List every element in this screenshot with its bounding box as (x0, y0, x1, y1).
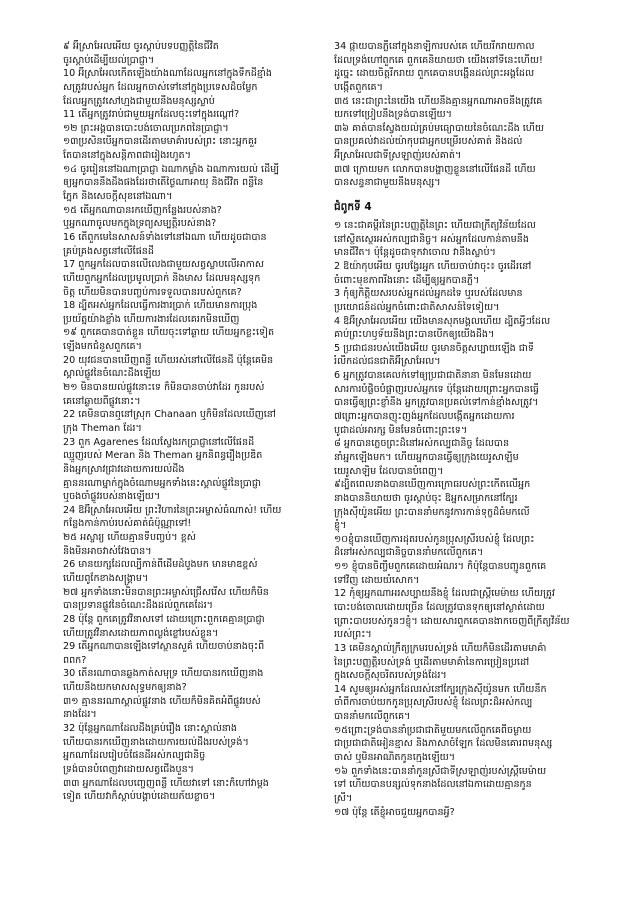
verse-line: 28 ប៉ុន្តែ ពួកគេត្រូវវិនាសទៅ ដោយព្រោះពួកគេគ្មានប្រាជ្ញា (63, 613, 265, 625)
verse-line: គ្មាននរណាម្នាក់ក្នុងចំណោមអ្នកទាំងនេះស្គាល់ផ្លូវនៃប្រាជ្ញា (63, 477, 261, 489)
verse-line: ១០ខ្ញុំបានឃើញការដុតរបស់កូនប្រុសស្រីរបស់ខ្ញុំ ដែលព្រះ (334, 533, 535, 545)
verse-line: 26 មានយក្សដែលល្បីកាន់ពីដើមដំបូងមក មានមាឌខ្ពស់ (63, 559, 258, 571)
verse-line: 16 តើពួកមេនៃសាសន៍ទាំងទៅនៅឯណា ហើយដូចជាបាន (63, 231, 267, 243)
verse-line: ប្រយោជន៍ដល់អ្នកចំពោះជាតិសាសន៍ទៃទៀយ។ (334, 301, 500, 313)
verse-line: ឲ្យអ្នកបាននឹងដឹងផងដែរថាតើថ្ងៃណាអាយុ និងជីវិត ពន្លឺនៃ (63, 177, 264, 189)
verse-line: ក្នុងសេចក្តីសុចរិតរបស់ទ្រង់ដែរ។ (334, 670, 447, 682)
right-column-passage-chapter-3 (334, 40, 604, 190)
verse-line: ក្រុងស៊ីយ៉ូនអើយ ព្រះបាននាំមកនូវការកាន់ទុក្ខដ៏ធំមកលើ (334, 506, 530, 518)
verse-line: ២១ មិនបានយល់ផ្លូវនោះទេ ក៏មិនបានចាប់វាដែរ កូនរបស់ (63, 382, 265, 394)
verse-line: ពពក? (63, 654, 87, 666)
verse-line: ទៅ ហើយបានបន្សល់ទុកនាងដែលនៅឯកាដោយគ្មានកូន (334, 779, 532, 791)
verse-line: ៣១ គ្មាននរណាស្គាល់ផ្លូវនាង ហើយក៏មិនគិតអំពីផ្លូវរបស់ (63, 695, 261, 707)
verse-line: បានធ្វើឲ្យព្រះខ្ញាំនឹង អ្នកត្រូវបានប្រគល់ទៅកាន់ខ្មាំងសត្រូវ។ (334, 397, 539, 409)
verse-line: នាំអ្នកឡើងមក។ ហើយអ្នកបានធ្វើឲ្យក្រុងយេរូសាឡិម (334, 451, 519, 463)
verse-line: ឬអ្នកណាចូលមកក្នុងទ្រព្យសម្បត្តិរបស់នាង? (63, 218, 217, 230)
verse-line: បានសន្ទនាជាមួយនឹងមនុស្ស។ (334, 177, 441, 189)
verse-line: បានប្រទានផ្លូវនៃចំណេះដឹងដល់ពួកគេដែរ។ (63, 600, 213, 612)
verse-line: 23 ពួក Agarenes ដែលស្វែងរកប្រាជ្ញានៅលើផែនដី (63, 436, 255, 448)
verse-line: បានប្រគល់វាដល់យ៉ាកុបជាអ្នកបម្រើរបស់គាត់ និងដល់ (334, 136, 523, 148)
verse-line: ហើយនឹងយកមាសសុទ្ធមកឲ្យនាង? (63, 682, 187, 694)
verse-line: ១ នេះជាគម្ពីរនៃព្រះបញ្ញត្តិនៃព្រះ ហើយជាក្រឹត្យវិន័យដែល (334, 220, 536, 232)
verse-line: 13 គេមិនស្គាល់ក្រឹត្យក្រមរបស់ទ្រង់ ហើយក៏មិនដើរតាមមាគ៌ា (334, 642, 547, 654)
right-column (334, 40, 604, 819)
verse-line: ប្រយ័ត្នយ៉ាងខ្លាំង ហើយការងារដែលគេរកមិនឃើញ (63, 313, 240, 325)
verse-line: គាប់ព្រះហឫទ័យនឹងព្រះបានបើកឲ្យយើងដឹង។ (334, 329, 495, 341)
verse-line: បាននាំមកលើពួកគេ។ (334, 711, 411, 723)
verse-line: ហើយត្រូវវិនាសដោយភាពល្ងង់ខ្លៅរបស់ខ្លួន។ (63, 627, 219, 639)
verse-line: ឈ្មួញរបស់ Meran និង Theman អ្នកនិពន្ធរឿងប្រឌិត (63, 450, 263, 462)
verse-line: ហើយបានរកឃើញនាងដោយការយល់ដឹងរបស់ទ្រង់។ (63, 736, 249, 748)
verse-line: 12 កុំឲ្យអ្នកណាអរសប្បាយនឹងខ្ញុំ ដែលជាស្ត្រីមេម៉ាយ ហើយត្រូវ (334, 588, 555, 600)
verse-line: អ៊ីស្រាអែលជាទីស្រឡាញ់របស់គាត់។ (334, 150, 462, 162)
verse-line: ជាប្រជាជាតិអៀនខ្មាស និងភាសាចំឡែក ដែលមិនគោរពមនុស្ស (334, 738, 553, 750)
verse-line: គេនៅឆ្ងាយពីផ្លូវនោះ។ (63, 395, 141, 407)
verse-line: ៣៦ គាត់បានស្វែងយល់គ្រប់មធ្យោបាយនៃចំណេះដឹង ហើយ (334, 122, 545, 134)
verse-line: ១៩ ពួកគេបានបាត់ខ្លួន ហើយចុះទៅឆ្ងាយ ហើយអ្នកខ្លះទៀត (63, 327, 275, 339)
verse-line: បោះបង់ចោលដោយច្រើន ដែលត្រូវបានទុកឲ្យនៅស្ងាត់ដោយ (334, 601, 545, 613)
verse-line: ទៀត ហើយវាក៏ស្តាប់បង្គាប់ដោយភ័យខ្លាច។ (63, 791, 216, 803)
verse-line: ១២ ព្រះអង្គបានបោះបង់ចោលប្រភពនៃប្រាជ្ញា។ (63, 122, 229, 134)
verse-line: 18 ដ្បិតអស់អ្នកដែលធ្វើការងារប្រាក់ ហើយមានការប្រុង (63, 300, 258, 312)
verse-line: ១៦ ពួកទាំងនេះបាននាំកូនស្រីជាទីស្រឡាញ់របស់ស្ត្រីមេម៉ាយ (334, 765, 547, 777)
verse-line: ភ្នែក និងសេចក្តីសុខនៅឯណា។ (63, 191, 173, 203)
verse-line: សត្រូវរបស់អ្នក ដែលអ្នកចាស់ទៅនៅក្នុងប្រទេសដ៏ចម្លែក (63, 81, 258, 93)
verse-line: នៅស្ថិតស្ថេរអស់កល្បជានិច្ច។ អស់អ្នកដែលកាន់តាមនឹង (334, 233, 529, 245)
verse-line: សារការបំផ្លិចបំផ្លាញរបស់អ្នកទេ ប៉ុន្តែដោយព្រោះអ្នកបានធ្វើ (334, 383, 539, 395)
verse-line: ៩ដ្បិតពេលនាងបានឃើញការក្រោធរបស់ព្រះកើតលើអ្នក (334, 479, 531, 491)
verse-line: ហើយពូកែខាងសង្គ្រាម។ (63, 572, 149, 584)
verse-line: 14 សូមឲ្យអស់អ្នកដែលរស់នៅក្បែរក្រុងស៊ីយ៉ូនមក ហើយនឹក (334, 683, 547, 695)
verse-line: 11 តើអ្នកត្រូវរាប់ជាមួយអ្នកដែលចុះទៅក្នុងរណ្តៅ? (63, 109, 240, 121)
verse-line: បង្កើតពួកគេ។ (334, 81, 383, 93)
verse-line: 29 តើអ្នកណាបានឡើងទៅស្ថានសួគ៌ ហើយចាប់នាងចុះពី (63, 641, 265, 653)
verse-line: នៃព្រះបញ្ញត្តិរបស់ទ្រង់ ឬដើរតាមមាគ៌ានៃការប្រៀនប្រដៅ (334, 656, 530, 668)
verse-line: ១៤ ចូររៀននៅឯណាប្រាជ្ញា ឯណាកម្លាំង ឯណាការយល់ ដើម្បី (63, 163, 280, 175)
verse-line: គ្រប់គ្រងសត្វនៅលើផែនដី (63, 245, 154, 257)
verse-line: ២៧ អ្នកទាំងនោះមិនបានព្រះអម្ចាស់ជ្រើសរើស ហើយក៏មិន (63, 586, 269, 598)
verse-line: 2 ឱយ៉ាកុបអើយ ចូរបង្វែរអ្នក ហើយចាប់វាចុះ៖ ចូរដើរនៅ (334, 260, 532, 272)
verse-line: ស្រី។ (334, 792, 353, 804)
verse-line: រំលឹកដល់ជនជាតិអ៊ីស្រាអែល។ (334, 356, 441, 368)
chapter-heading: ជំពូកទី 4 (334, 201, 372, 214)
verse-line: ក្រុង Theman ដែរ។ (63, 422, 142, 434)
verse-line: យេរូសាឡិម ដែលបានបំពេញ។ (334, 465, 444, 477)
verse-line: ៩ អ៊ីស្រាអែលអើយ ចូរស្តាប់បទបញ្ញត្តិនៃជីវិត (63, 41, 219, 52)
verse-line: ចូរស្តាប់ដើម្បីយល់ប្រាជ្ញា។ (63, 54, 155, 66)
verse-line: ស្គាល់ផ្លូវនៃចំណេះដឹងឡើយ (63, 368, 161, 380)
verse-line: 30 តើនរណាបានឆ្លងកាត់សមុទ្រ ហើយបានរកឃើញនាង (63, 668, 264, 680)
verse-line: មានជីវិត។ ប៉ុន្តែដូចជាទុកវាចោល វានឹងស្លាប់។ (334, 247, 496, 259)
verse-line: ៣៧ ក្រោយមក លោកបានបង្ហាញខ្លួននៅលើផែនដី ហើយ (334, 163, 536, 175)
verse-line: និងមិនអាចវាស់វែងបាន។ (63, 545, 152, 557)
left-column (63, 40, 333, 804)
verse-line: ១៧ ប៉ុន្តែ តើខ្ញុំអាចជួយអ្នកបានអ្វី? (334, 806, 455, 818)
verse-line: ចំពោះមុខភាពរឹងនោះ ដើម្បីឲ្យអ្នកបានភ្លឺ។ (334, 274, 480, 286)
right-column-passage-chapter-4 (334, 219, 604, 819)
verse-line: ហើយពួកអ្នកដែលប្រមូលប្រាក់ និងមាស ដែលមនុស្សទុក (63, 272, 261, 284)
verse-line: ចាំពីការចាប់យកកូនប្រុសស្រីរបស់ខ្ញុំ ដែលព្រះដ៏អស់កល្ប (334, 697, 533, 709)
verse-line: ១៣ប្រសិនបើអ្នកបានដើរតាមមាគ៌ារបស់ព្រះ នោះអ្នកគួរ (63, 136, 258, 148)
verse-line: ដ៏នៅអស់កល្បជានិច្ចបាននាំមកលើពួកគេ។ (334, 547, 484, 559)
verse-line: ចាស់ ឬមិនអាណិតកូនក្មេងឡើយ។ (334, 752, 456, 764)
verse-line: ៨ អ្នកបានភ្លេចព្រះដ៏នៅអស់កល្បជានិច្ច ដែលបាន (334, 438, 510, 450)
verse-line: 5 ប្រជាជនរបស់យើងអើយ ចូរមានចិត្តសប្បាយឡើង ជាទី (334, 342, 535, 354)
verse-line: ព្រោះបាបរបស់កូនៗខ្ញុំ។ ដោយសារពួកគេបានងាកចេញពីក្រឹត្យវិន័យ (334, 615, 570, 627)
verse-line: ៧ព្រោះអ្នកបានញុះញង់អ្នកដែលបង្កើតអ្នកដោយការ (334, 411, 515, 423)
verse-line: បូជាដល់អារក្ស មិនមែនចំពោះព្រះទេ។ (334, 424, 468, 436)
verse-line: ១៥ តើអ្នកណាបានរកឃើញកន្លែងរបស់នាង? (63, 204, 222, 216)
verse-line: 3 កុំឲ្យកិត្តិយសរបស់អ្នកដល់អ្នកដទៃ ឬរបស់ដែលមាន (334, 288, 523, 300)
verse-line: នាងបាននិយាយថា ចូរស្តាប់ចុះ ឱអ្នកសម្រាកនៅក្បែរ (334, 492, 518, 504)
verse-line: យកទៅប្រៀបនឹងទ្រង់បានឡើយ។ (334, 109, 452, 121)
verse-line: ១៥ព្រោះទ្រង់បាននាំប្រជាជាតិមួយមកលើពួកគេពីចម្ងាយ (334, 724, 532, 736)
verse-line: កន្លែងកាន់កាប់របស់គាត់ធំប៉ុណ្ណាទៅ! (63, 518, 192, 530)
verse-line: 6 អ្នកត្រូវបានគេលក់ទៅឲ្យប្រជាជាតិនានា មិនមែនដោយ (334, 370, 532, 382)
verse-line: នាងដែរ។ (63, 709, 97, 721)
verse-line: 20 យុវជនបានឃើញពន្លឺ ហើយរស់នៅលើផែនដី ប៉ុន្តែគេមិន (63, 354, 274, 366)
verse-line: និងអ្នកស្រាវជ្រាវដោយការយល់ដឹង (63, 463, 185, 475)
verse-line: តែបាននៅក្នុងសន្តិភាពជារៀងរហូត។ (63, 150, 191, 162)
verse-line: 32 ប៉ុន្តែអ្នកណាដែលដឹងគ្រប់រឿង នោះស្គាល់នាង (63, 723, 237, 735)
verse-line: ដែលទ្រង់ហៅពួកគេ ពួកគេនិយាយថា យើងនៅទីនេះហើយ! (334, 54, 543, 66)
verse-line: 4 ឱអ៊ីស្រាអែលអើយ យើងមានសុភមង្គលហើយ ដ្បិតអ្វីៗដែល (334, 315, 551, 327)
verse-line: 22 គេមិនបានឮនៅស្រុក Chanaan ឬក៏មិនដែលឃើញនៅ (63, 409, 276, 421)
verse-line: ឡើងមកជំនួសពួកគេ។ (63, 341, 142, 353)
verse-line: ទៅវិញ ដោយយំសោក។ (334, 574, 420, 586)
verse-line: ២៥ អស្ចារ្យ ហើយគ្មានទីបញ្ចប់។ ខ្ពស់ (63, 532, 196, 544)
verse-line: 24 ឱអ៊ីស្រាអែលអើយ ព្រះវិហារនៃព្រះអម្ចាស់ធំណាស់! ហើយ (63, 504, 282, 516)
verse-line: ៣៥ នេះជាព្រះនៃយើង ហើយនឹងគ្មានអ្នកណាអាចនឹងត្រូវគេ (334, 95, 543, 107)
verse-line: ទ្រង់បានបំពេញវាដោយសត្វជើងបួន។ (63, 763, 194, 775)
verse-line: 17 ពួកអ្នកដែលបានលើលេងជាមួយសត្វស្លាបលើអាកាស (63, 259, 264, 271)
verse-line: ដូច្នេះ ដោយចិត្តរីករាយ ពួកគេបានបង្ហើនដល់ព្រះអង្គដែល (334, 68, 535, 80)
verse-line: ១១ ខ្ញុំបានចិញ្ចឹមពួកគេដោយអំណរ។ ក៏ប៉ុន្តែបានបញ្ជូនពួកគេ (334, 561, 547, 573)
verse-line: 34 ផ្កាយបានភ្លឺនៅក្នុងនាឡិការបស់គេ ហើយរីករាយកាល (334, 41, 535, 52)
verse-line: ឬចងចាំផ្លូវរបស់នាងឡើយ។ (63, 491, 161, 503)
verse-line: របស់ព្រះ។ (334, 629, 372, 641)
verse-line: អ្នកណាដែលរៀបចំផែនដីអស់កល្បជានិច្ច (63, 750, 206, 762)
verse-line: 10 អ៊ីស្រាអែលកើតឡើងយ៉ាងណាដែលអ្នកនៅក្នុងទឹកដីខ្មាំង (63, 68, 273, 80)
verse-line: ចិត្ត ហើយមិនបានបញ្ចប់ការទទួលបានរបស់ពួកគេ? (63, 286, 242, 298)
verse-line: ដែលអ្នកត្រូវសៅហ្មងជាមួយនឹងមនុស្សស្លាប់ (63, 95, 215, 107)
verse-line: ខ្ញុំ។ (334, 520, 347, 532)
verse-line: ៣៣ អ្នកណាដែលបញ្ចេញពន្លឺ ហើយវាទៅ នោះក៏ហៅវាម្តង (63, 777, 269, 789)
